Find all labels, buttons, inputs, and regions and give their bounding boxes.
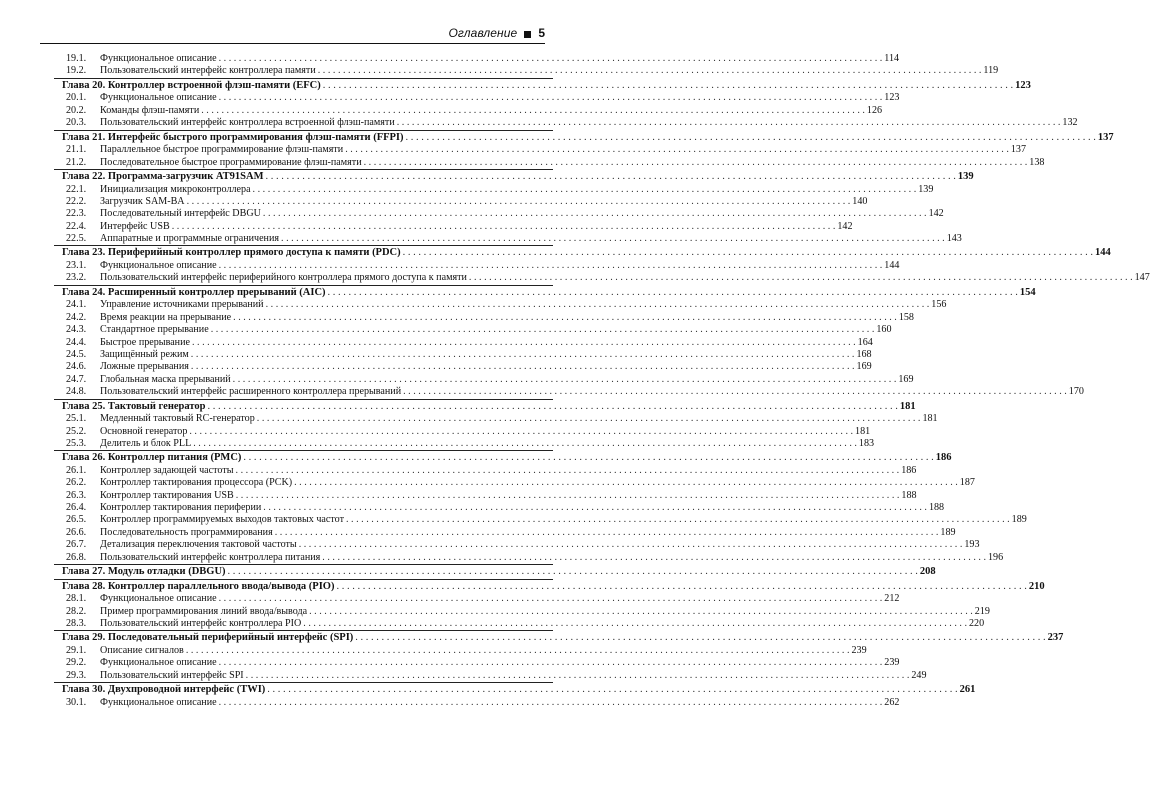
toc-chapter-title: Глава 28. Контроллер параллельного ввода/вывода (PIO) — [62, 580, 335, 592]
toc-section-entry — [62, 696, 900, 709]
dot-leader — [397, 117, 1061, 129]
dot-leader — [323, 79, 1013, 93]
toc-chapter-title: Глава 22. Программа-загрузчик AT91SAM — [62, 170, 264, 182]
toc-page-number: 144 — [884, 260, 900, 272]
toc-page-number: 188 — [928, 502, 945, 514]
toc-section-number: 24.2. — [66, 311, 87, 323]
toc-section-title: Пользовательский интерфейс расширенного контроллера прерываний — [100, 386, 402, 398]
toc-page-number: 168 — [856, 349, 872, 360]
toc-section-title: Основной генератор — [100, 425, 188, 437]
toc-page-number: 249 — [911, 669, 927, 681]
toc-section-number: 19.2. — [66, 65, 87, 77]
toc-page-number: 183 — [858, 437, 875, 449]
toc-section-title: Функциональное описание — [100, 657, 217, 669]
toc-section-number: 26.4. — [66, 502, 87, 514]
toc-chapter-entry — [62, 451, 952, 465]
dot-leader — [318, 65, 982, 77]
toc-page-number: 137 — [1097, 131, 1114, 143]
toc-page-number: 239 — [884, 657, 900, 669]
toc-section-number: 21.2. — [66, 156, 87, 168]
toc-section-title: Интерфейс USB — [100, 220, 170, 232]
dot-leader — [219, 593, 883, 605]
page-number: 5 — [538, 26, 545, 40]
toc-section-title: Стандартное прерывание — [100, 324, 209, 336]
toc-section-title: Время реакции на прерывание — [100, 311, 232, 323]
toc-section-entry — [62, 117, 1078, 129]
toc-page-number: 169 — [898, 373, 914, 385]
toc-section-entry — [62, 373, 914, 386]
dot-leader — [267, 683, 957, 697]
toc-section-entry — [62, 208, 944, 220]
toc-chapter-entry — [62, 580, 1045, 594]
toc-section-title: Пользовательский интерфейс контроллера встроенной флэш-памяти — [100, 117, 395, 129]
toc-page-number: 210 — [1028, 580, 1045, 592]
dot-leader — [403, 386, 1067, 398]
toc-section-number: 26.6. — [66, 526, 87, 538]
toc-section-entry — [62, 502, 945, 514]
toc-section-title: Последовательный интерфейс DBGU — [100, 208, 261, 220]
square-bullet-icon — [524, 31, 531, 38]
toc-page-number: 188 — [901, 489, 917, 501]
dot-leader — [281, 233, 945, 245]
toc-section-title: Управление источниками прерываний — [100, 299, 264, 311]
dot-leader — [355, 631, 1045, 645]
toc-section-entry — [62, 195, 868, 208]
toc-page-number: 164 — [857, 336, 873, 348]
toc-section-number: 23.2. — [66, 272, 87, 284]
toc-section-title: Ложные прерывания — [100, 361, 189, 373]
toc-section-entry — [62, 104, 883, 117]
toc-section-title: Пользовательский интерфейс SPI — [100, 669, 244, 681]
toc-section-entry — [62, 477, 975, 489]
toc-section-title: Контроллер программируемых выходов тактовых частот — [100, 514, 344, 526]
toc-section-entry — [62, 233, 962, 245]
toc-section-entry — [62, 299, 947, 311]
toc-page-number: 212 — [884, 593, 900, 605]
toc-section-title: Быстрое прерывание — [100, 336, 190, 348]
toc-section-number: 24.5. — [66, 349, 87, 360]
toc-section-title: Детализация переключения тактовой частоты — [100, 539, 297, 551]
toc-section-entry — [62, 386, 1084, 398]
dot-leader — [266, 170, 956, 184]
dot-leader — [172, 221, 836, 233]
toc-section-title: Описание сигналов — [100, 645, 184, 656]
toc-section-number: 21.1. — [66, 144, 87, 156]
toc-section-entry — [62, 645, 867, 657]
dot-leader — [236, 465, 900, 477]
toc-chapter-title: Глава 24. Расширенный контроллер прерываний (AIC) — [62, 286, 326, 298]
toc-section-number: 19.1. — [66, 53, 87, 64]
dot-leader — [211, 324, 875, 336]
toc-page-number: 219 — [974, 605, 990, 617]
toc-section-title: Функциональное описание — [100, 53, 217, 64]
toc-section-entry — [62, 272, 1150, 284]
toc-page-number: 170 — [1068, 386, 1084, 398]
toc-section-entry — [62, 605, 990, 618]
dot-leader — [345, 144, 1009, 156]
toc-section-title: Функциональное описание — [100, 696, 217, 708]
toc-section-number: 26.8. — [66, 551, 87, 563]
dot-leader — [219, 657, 883, 669]
toc-section-title: Защищённый режим — [100, 349, 189, 360]
toc-page-number: 139 — [957, 170, 974, 182]
toc-section-title: Аппаратные и программные ограничения — [100, 233, 280, 245]
toc-section-title: Пользовательский интерфейс контроллера памяти — [100, 65, 316, 77]
toc-page-number: 186 — [901, 464, 917, 476]
dot-leader — [246, 670, 910, 682]
toc-page-number: 160 — [876, 324, 892, 336]
toc-page-number: 142 — [837, 220, 853, 232]
dot-leader — [346, 514, 1010, 526]
toc-section-entry — [62, 92, 900, 104]
toc-section-entry — [62, 361, 872, 373]
toc-section-entry — [62, 514, 1027, 526]
toc-chapter-title: Глава 29. Последовательный периферийный интерфейс (SPI) — [62, 632, 354, 644]
toc-section-number: 26.5. — [66, 514, 87, 526]
toc-page-number: 154 — [1019, 286, 1036, 298]
toc-page-number: 114 — [884, 53, 900, 64]
toc-section-number: 24.3. — [66, 324, 87, 336]
toc-section-number: 28.3. — [66, 618, 87, 630]
toc-section-entry — [62, 489, 917, 502]
toc-section-title: Загрузчик SAM-BA — [100, 195, 185, 207]
toc-section-number: 26.1. — [66, 464, 87, 476]
toc-page-number: 137 — [1010, 144, 1026, 156]
toc-page-number: 237 — [1047, 632, 1064, 644]
toc-chapter-title: Глава 30. Двухпроводной интерфейс (TWI) — [62, 684, 266, 696]
toc-page-number: 119 — [983, 65, 999, 77]
dot-leader — [253, 184, 917, 196]
toc-section-title: Последовательность программирования — [100, 526, 273, 538]
toc-section-number: 28.1. — [66, 593, 87, 605]
toc-chapter-entry — [62, 565, 936, 579]
dot-leader — [243, 451, 933, 465]
toc-page-number: 123 — [884, 92, 900, 104]
toc-chapter-entry — [62, 246, 1111, 260]
toc-page-number: 140 — [852, 195, 868, 207]
toc-section-entry — [62, 311, 914, 324]
toc-chapter-title: Глава 25. Тактовый генератор — [62, 400, 206, 412]
toc-section-number: 20.1. — [66, 92, 87, 104]
toc-page-number: 158 — [898, 311, 914, 323]
dot-leader — [294, 477, 958, 489]
dot-leader — [191, 349, 855, 361]
toc-section-number: 25.2. — [66, 425, 87, 437]
toc-section-number: 24.4. — [66, 336, 87, 348]
toc-page-number: 196 — [987, 551, 1004, 563]
toc-chapter-entry — [62, 631, 1064, 645]
dot-leader — [236, 490, 900, 502]
toc-chapter-title: Глава 23. Периферийный контроллер прямого доступа к памяти (PDC) — [62, 247, 401, 259]
toc-page-number: 132 — [1062, 117, 1078, 129]
toc-page-number: 181 — [855, 425, 871, 437]
toc-section-number: 25.3. — [66, 437, 87, 449]
toc-section-entry — [62, 437, 875, 450]
toc-page-number: 126 — [866, 104, 883, 116]
dot-leader — [263, 502, 927, 514]
toc-section-number: 20.2. — [66, 104, 87, 116]
dot-leader — [328, 286, 1018, 300]
toc-chapter-entry — [62, 683, 976, 697]
dot-leader — [266, 299, 930, 311]
toc-section-title: Делитель и блок PLL — [100, 437, 192, 449]
toc-section-number: 22.1. — [66, 183, 87, 195]
dot-leader — [322, 552, 986, 564]
toc-section-number: 28.2. — [66, 605, 87, 617]
toc-section-title: Контроллер тактирования процессора (PCK) — [100, 477, 293, 489]
toc-section-title: Контроллер задающей частоты — [100, 464, 234, 476]
toc-section-entry — [62, 413, 938, 425]
toc-chapter-entry — [62, 131, 1114, 145]
toc-section-entry — [62, 336, 873, 349]
toc-page-number: 189 — [1011, 514, 1027, 526]
toc-section-title: Контроллер тактирования USB — [100, 489, 234, 501]
toc-section-entry — [62, 551, 1004, 564]
toc-section-title: Функциональное описание — [100, 92, 217, 104]
dot-leader — [193, 438, 857, 450]
toc-section-entry — [62, 669, 927, 682]
toc-section-entry — [62, 183, 934, 196]
toc-page-number: 239 — [851, 645, 867, 656]
dot-leader — [275, 527, 939, 539]
toc-page-number: 156 — [931, 299, 947, 311]
toc-page-number: 142 — [928, 208, 944, 220]
toc-page-number: 147 — [1134, 272, 1150, 284]
toc-section-entry — [62, 526, 956, 539]
toc-page-number: 208 — [919, 566, 936, 578]
toc-section-entry — [62, 464, 917, 477]
toc-section-number: 22.2. — [66, 195, 87, 207]
dot-leader — [228, 565, 918, 579]
dot-leader — [219, 53, 883, 65]
toc-page-number: 169 — [856, 361, 872, 373]
toc-section-title: Пример программирования линий ввода/вывода — [100, 605, 308, 617]
toc-chapter-title: Глава 21. Интерфейс быстрого программирования флэш-памяти (FFPI) — [62, 131, 404, 143]
dot-leader — [299, 539, 963, 551]
dot-leader — [186, 645, 850, 657]
toc-section-entry — [62, 324, 892, 336]
dot-leader — [257, 413, 921, 425]
toc-chapter-title: Глава 20. Контроллер встроенной флэш-памяти (EFC) — [62, 79, 321, 91]
toc-section-number: 30.1. — [66, 696, 87, 708]
toc-page-number: 181 — [922, 413, 938, 425]
toc-section-title: Команды флэш-памяти — [100, 104, 200, 116]
toc-section-title: Параллельное быстрое программирование флэш-памяти — [100, 144, 344, 156]
dot-leader — [309, 606, 973, 618]
running-header-title: Оглавление — [448, 26, 518, 40]
toc-section-number: 26.3. — [66, 489, 87, 501]
toc-section-title: Функциональное описание — [100, 260, 217, 272]
toc-section-number: 26.2. — [66, 477, 87, 489]
dot-leader — [219, 260, 883, 272]
toc-chapter-title: Глава 26. Контроллер питания (PMC) — [62, 452, 242, 464]
dot-leader — [406, 131, 1096, 145]
toc-page-number: 187 — [959, 477, 975, 489]
toc-page-number: 186 — [935, 452, 952, 464]
toc-section-entry — [62, 349, 872, 361]
toc-section-entry — [62, 539, 980, 551]
toc-section-number: 20.3. — [66, 117, 87, 129]
toc-section-title: Пользовательский интерфейс контроллера питания — [100, 551, 321, 563]
toc-section-number: 23.1. — [66, 260, 87, 272]
toc-chapter-entry — [62, 170, 974, 184]
dot-leader — [303, 618, 967, 630]
dot-leader — [189, 426, 853, 438]
toc-section-entry — [62, 156, 1045, 169]
dot-leader — [192, 337, 856, 349]
toc-section-title: Функциональное описание — [100, 593, 217, 605]
toc-section-number: 22.3. — [66, 208, 87, 220]
toc-page-number: 144 — [1095, 247, 1111, 259]
toc-section-title: Пользовательский интерфейс периферийного контроллера прямого доступа к памяти — [100, 272, 467, 284]
toc-section-entry — [62, 593, 900, 605]
toc-section-number: 22.4. — [66, 220, 87, 232]
toc-page-number: 181 — [899, 400, 916, 412]
dot-leader — [187, 196, 851, 208]
toc-section-entry — [62, 260, 900, 272]
toc-section-number: 29.1. — [66, 645, 87, 656]
toc-section-entry — [62, 618, 985, 630]
toc-section-title: Медленный тактовый RC-генератор — [100, 413, 255, 425]
dot-leader — [207, 400, 897, 414]
toc-section-entry — [62, 657, 900, 669]
header-rule — [40, 43, 545, 44]
dot-leader — [336, 580, 1026, 594]
toc-chapter-title: Глава 27. Модуль отладки (DBGU) — [62, 566, 226, 578]
dot-leader — [364, 157, 1028, 169]
toc-page-number: 261 — [959, 684, 976, 696]
dot-leader — [219, 697, 883, 709]
toc-page-number: 138 — [1029, 156, 1045, 168]
toc-section-entry — [62, 65, 999, 77]
toc-chapter-entry — [62, 400, 916, 414]
toc-page-number: 220 — [968, 618, 985, 630]
dot-leader — [191, 361, 855, 373]
dot-leader — [469, 272, 1133, 284]
toc-section-number: 22.5. — [66, 233, 87, 245]
toc-chapter-entry — [62, 286, 1036, 300]
toc-section-title: Инициализация микроконтроллера — [100, 183, 251, 195]
dot-leader — [403, 246, 1093, 260]
dot-leader — [233, 312, 897, 324]
toc-section-title: Глобальная маска прерываний — [100, 373, 231, 385]
dot-leader — [201, 105, 865, 117]
toc-page-number: 143 — [946, 233, 962, 245]
toc-page-number: 193 — [964, 539, 980, 551]
toc-section-title: Контроллер тактирования периферии — [100, 502, 262, 514]
toc-section-entry — [62, 220, 853, 233]
toc-section-title: Пользовательский интерфейс контроллера PIO — [100, 618, 302, 630]
running-header — [40, 20, 545, 40]
dot-leader — [233, 374, 897, 386]
toc-section-entry — [62, 144, 1026, 156]
toc-page-number: 189 — [940, 526, 956, 538]
toc-section-number: 26.7. — [66, 539, 87, 551]
toc-section-title: Последовательное быстрое программирование флэш-памяти — [100, 156, 362, 168]
dot-leader — [263, 208, 927, 220]
toc-section-entry — [62, 53, 900, 65]
toc-section-number: 25.1. — [66, 413, 87, 425]
dot-leader — [219, 92, 883, 104]
toc-section-number: 29.3. — [66, 669, 87, 681]
toc-section-number: 24.8. — [66, 386, 87, 398]
toc-section-number: 29.2. — [66, 657, 87, 669]
toc-page-number: 262 — [884, 696, 900, 708]
toc-section-number: 24.1. — [66, 299, 87, 311]
toc-page-number: 123 — [1015, 79, 1031, 91]
toc-page-number: 139 — [918, 183, 934, 195]
table-of-contents — [62, 53, 1150, 709]
toc-chapter-entry — [62, 79, 1031, 93]
toc-section-number: 24.6. — [66, 361, 87, 373]
toc-section-entry — [62, 425, 871, 438]
toc-section-number: 24.7. — [66, 373, 87, 385]
